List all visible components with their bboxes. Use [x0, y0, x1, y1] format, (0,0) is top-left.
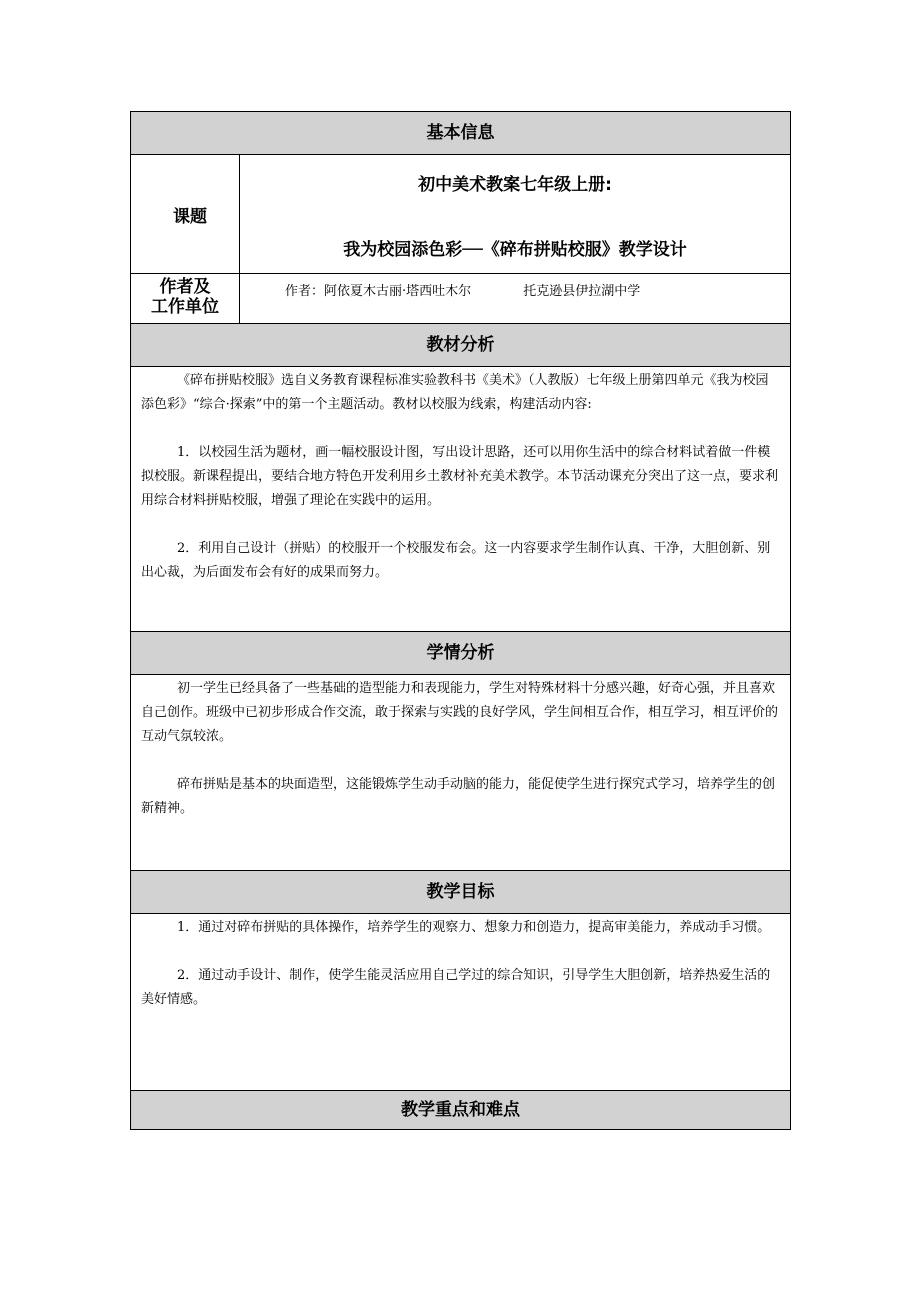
lesson-plan-table: [130, 111, 791, 1130]
paragraph: 2．通过动手设计、制作，使学生能灵活应用自己学过的综合知识，引导学生大胆创新，培养热爱生活的美好情感。: [141, 968, 771, 1007]
author-name: 作者：阿依夏木古丽·塔西吐木尔: [285, 284, 472, 299]
key-points-header: 教学重点和难点: [131, 1091, 791, 1130]
author-label: [131, 274, 240, 324]
author-label-line-1: 作者及: [159, 277, 211, 297]
author-school: 托克逊县伊拉湖中学: [523, 284, 641, 299]
basic-info-header: 基本信息: [131, 112, 791, 155]
author-info: [240, 274, 791, 324]
topic-line-2: 我为校园添色彩──《碎布拼贴校服》教学设计: [343, 240, 687, 260]
teaching-goals-header: 教学目标: [131, 871, 791, 914]
textbook-analysis-body: [131, 367, 791, 632]
textbook-analysis-header: 教材分析: [131, 324, 791, 367]
paragraph: 《碎布拼贴校服》选自义务教育课程标准实验教科书《美术》（人教版）七年级上册第四单元《我为校园添色彩》“综合·探索”中的第一个主题活动。教材以校服为线索，构建活动内容:: [141, 373, 769, 412]
student-analysis-body: [131, 675, 791, 871]
teaching-goals-body: [131, 914, 791, 1091]
paragraph: 1．以校园生活为题材，画一幅校服设计图，写出设计思路，还可以用你生活中的综合材料试着做一件模拟校服。新课程提出，要结合地方特色开发利用乡土教材补充美术教学。本节活动课充分突出了这一点，要求利用综合材料拼贴校服，增强了理论在实践中的运用。: [141, 445, 779, 508]
topic-label: 课题: [131, 155, 240, 274]
paragraph: 1．通过对碎布拼贴的具体操作，培养学生的观察力、想象力和创造力，提高审美能力，养成动手习惯。: [177, 920, 771, 935]
topic-value: [240, 155, 791, 274]
paragraph: 初一学生已经具备了一些基础的造型能力和表现能力，学生对特殊材料十分感兴趣，好奇心强，并且喜欢自己创作。班级中已初步形成合作交流，敢于探索与实践的良好学风，学生间相互合作，相互学习，相互评价的互动气氛较浓。: [141, 681, 779, 744]
paragraph: 碎布拼贴是基本的块面造型，这能锻炼学生动手动脑的能力，能促使学生进行探究式学习，培养学生的创新精神。: [141, 777, 776, 816]
author-label-line-2: 工作单位: [151, 297, 219, 317]
student-analysis-header: 学情分析: [131, 632, 791, 675]
topic-line-1: 初中美术教案七年级上册:: [418, 175, 612, 195]
paragraph: 2．利用自己设计（拼贴）的校服开一个校服发布会。这一内容要求学生制作认真、干净，大胆创新、别出心裁，为后面发布会有好的成果而努力。: [141, 541, 771, 580]
